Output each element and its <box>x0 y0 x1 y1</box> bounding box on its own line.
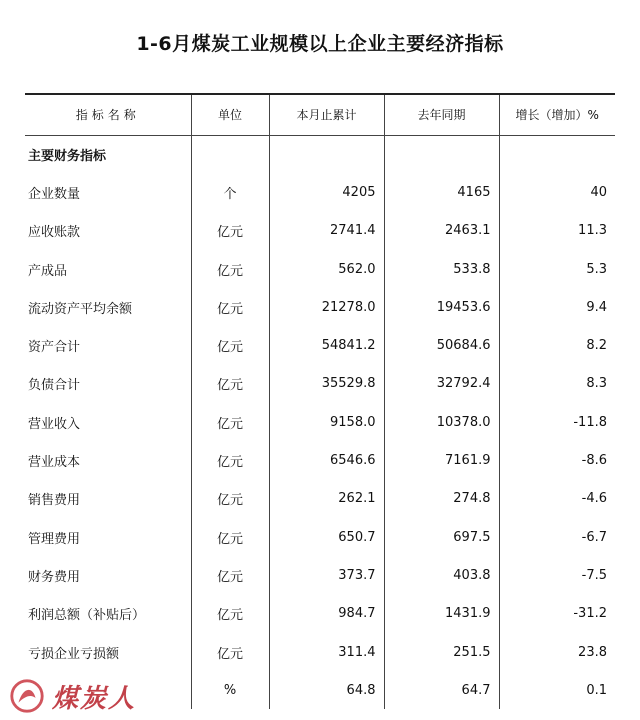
row-current-value: 650.7 <box>269 518 384 556</box>
row-last-year-value: 533.8 <box>384 250 499 288</box>
row-unit: 亿元 <box>191 441 269 479</box>
row-growth-value: 5.3 <box>499 250 615 288</box>
header-last-year: 去年同期 <box>384 94 499 135</box>
row-last-year-value: 32792.4 <box>384 365 499 403</box>
table-row <box>25 480 615 518</box>
row-growth-value: -8.6 <box>499 441 615 479</box>
row-current-value: 4205 <box>269 173 384 211</box>
row-current-value: 54841.2 <box>269 326 384 364</box>
row-name: 应收账款 <box>28 225 81 241</box>
row-current-value: 311.4 <box>269 633 384 671</box>
row-growth-value: 40 <box>499 173 615 211</box>
row-last-year-value: 403.8 <box>384 556 499 594</box>
row-unit: 亿元 <box>191 288 269 326</box>
table-row <box>25 212 615 250</box>
row-current-value: 64.8 <box>269 671 384 709</box>
row-last-year-value: 1431.9 <box>384 595 499 633</box>
row-unit: 亿元 <box>191 365 269 403</box>
row-last-year-value: 697.5 <box>384 518 499 556</box>
table-body <box>25 135 615 709</box>
row-current-value: 373.7 <box>269 556 384 594</box>
row-last-year-value: 50684.6 <box>384 326 499 364</box>
row-unit: 亿元 <box>191 250 269 288</box>
watermark <box>8 676 168 716</box>
row-growth-value: 8.2 <box>499 326 615 364</box>
table-row <box>25 326 615 364</box>
table-row <box>25 250 615 288</box>
table-row <box>25 518 615 556</box>
table-row <box>25 365 615 403</box>
header-growth: 增长（增加）% <box>499 94 615 135</box>
row-growth-value: -6.7 <box>499 518 615 556</box>
row-unit: 亿元 <box>191 212 269 250</box>
section-label: 主要财务指标 <box>28 148 107 164</box>
row-unit: 亿元 <box>191 326 269 364</box>
row-last-year-value: 7161.9 <box>384 441 499 479</box>
row-unit: 亿元 <box>191 403 269 441</box>
table-row <box>25 173 615 211</box>
row-last-year-value: 251.5 <box>384 633 499 671</box>
row-name: 产成品 <box>28 263 68 279</box>
row-growth-value: 23.8 <box>499 633 615 671</box>
table-row <box>25 595 615 633</box>
indicator-table <box>25 93 615 709</box>
header-indicator-name: 指标名称 <box>25 94 191 135</box>
row-name: 亏损企业亏损额 <box>28 646 120 662</box>
row-unit: 亿元 <box>191 556 269 594</box>
page-title: 1-6月煤炭工业规模以上企业主要经济指标 <box>136 33 504 55</box>
header-current-cumulative: 本月止累计 <box>269 94 384 135</box>
row-last-year-value: 10378.0 <box>384 403 499 441</box>
row-name: 资产合计 <box>28 340 81 356</box>
row-unit: 亿元 <box>191 633 269 671</box>
row-name: 销售费用 <box>28 493 81 509</box>
row-growth-value: 9.4 <box>499 288 615 326</box>
row-growth-value: -11.8 <box>499 403 615 441</box>
row-growth-value: 0.1 <box>499 671 615 709</box>
row-name: 财务费用 <box>28 569 81 585</box>
table-header-row <box>25 94 615 135</box>
row-last-year-value: 4165 <box>384 173 499 211</box>
row-current-value: 35529.8 <box>269 365 384 403</box>
row-unit: 亿元 <box>191 595 269 633</box>
row-growth-value: -7.5 <box>499 556 615 594</box>
row-current-value: 6546.6 <box>269 441 384 479</box>
row-current-value: 562.0 <box>269 250 384 288</box>
row-growth-value: 8.3 <box>499 365 615 403</box>
row-last-year-value: 2463.1 <box>384 212 499 250</box>
row-unit: 亿元 <box>191 480 269 518</box>
row-growth-value: -31.2 <box>499 595 615 633</box>
row-name: 流动资产平均余额 <box>28 301 133 317</box>
table-row <box>25 633 615 671</box>
table-row <box>25 556 615 594</box>
row-unit: % <box>191 671 269 709</box>
row-current-value: 2741.4 <box>269 212 384 250</box>
row-current-value: 21278.0 <box>269 288 384 326</box>
row-unit: 亿元 <box>191 518 269 556</box>
row-last-year-value: 274.8 <box>384 480 499 518</box>
table-row <box>25 441 615 479</box>
section-row <box>25 135 615 173</box>
row-name: 负债合计 <box>28 378 81 394</box>
watermark-logo-icon <box>8 677 46 715</box>
row-name: 企业数量 <box>28 186 81 202</box>
row-last-year-value: 19453.6 <box>384 288 499 326</box>
header-unit: 单位 <box>191 94 269 135</box>
watermark-text: 煤炭人 <box>52 683 137 714</box>
row-current-value: 984.7 <box>269 595 384 633</box>
row-name: 管理费用 <box>28 531 81 547</box>
table-row <box>25 403 615 441</box>
row-name: 利润总额（补贴后） <box>28 608 146 624</box>
row-growth-value: -4.6 <box>499 480 615 518</box>
row-current-value: 262.1 <box>269 480 384 518</box>
row-unit: 个 <box>191 173 269 211</box>
row-name: 营业成本 <box>28 455 81 471</box>
row-last-year-value: 64.7 <box>384 671 499 709</box>
table-row <box>25 288 615 326</box>
row-name: 营业收入 <box>28 416 81 432</box>
row-current-value: 9158.0 <box>269 403 384 441</box>
row-growth-value: 11.3 <box>499 212 615 250</box>
